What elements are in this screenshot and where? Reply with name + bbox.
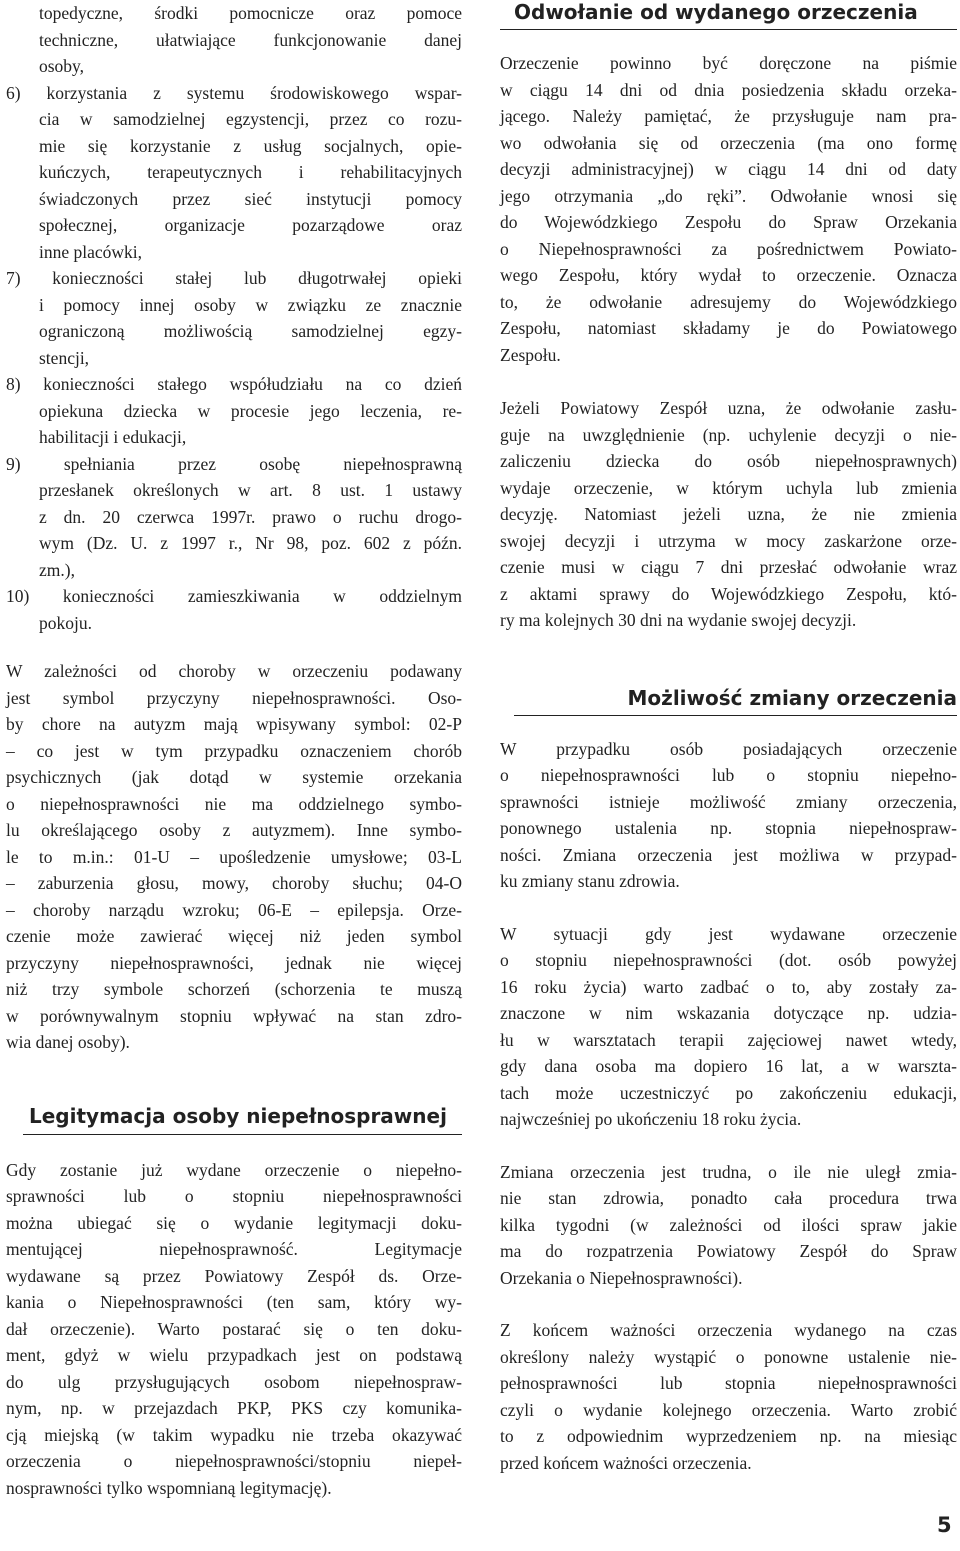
text-line: orzeczenia o niepełnosprawności/stopniu niepeł- [6, 1451, 462, 1471]
text-line: – choroby narządu wzroku; 06-E – epilepsja. Orze- [6, 899, 462, 920]
text-line: mie się korzystanie z usług socjalnych, opie- [39, 135, 462, 156]
text-line: kania o Niepełnosprawności (ten sam, który wy- [6, 1292, 462, 1312]
text-line: 16 roku życia) warto zadbać o to, aby zostały za- [500, 976, 957, 997]
text-line: inne placówki, [39, 241, 143, 262]
text-line: W przypadku osób posiadających orzeczenie [500, 738, 957, 759]
text-line: to, że odwołanie adresujemy do Wojewódzkiego [500, 291, 957, 312]
text-line: sprawności lub o stopniu niepełnosprawności [6, 1186, 462, 1206]
text-line: 9) spełniania przez osobę niepełnosprawną [6, 453, 462, 474]
text-line: zaliczeniu dziecka do osób niepełnosprawnych) [500, 451, 957, 471]
text-line: 10) konieczności zamieszkiwania w oddzielnym [6, 586, 462, 606]
text-line: le to m.in.: 01-U – upośledzenie umysłowe; 03-L [6, 846, 462, 867]
text-line: ograniczoną możliwością samodzielnej egzy- [39, 321, 462, 341]
text-line: topedyczne, środki pomocnicze oraz pomoce [39, 3, 462, 23]
symbol-paragraph [6, 658, 462, 1056]
criteria-list [6, 0, 462, 636]
text-line: świadczonych przez sieć instytucji pomocy [39, 188, 462, 209]
text-line: do ulg przysługujących osobom niepełnospraw- [6, 1371, 462, 1392]
text-line: Zespołu. [500, 344, 561, 365]
legitymacja-heading: Legitymacja osoby niepełnosprawnej [23, 1104, 462, 1135]
text-line: Zmiana orzeczenia jest trudna, o ile nie uległ zmia- [500, 1161, 957, 1182]
text-line: wydaje orzeczenie, w którym uchyla lub zmienia [500, 477, 957, 498]
zmiana-heading: Możliwość zmiany orzeczenia [514, 686, 957, 716]
text-line: jącego. Należy pamiętać, że przysługuje nam pra- [500, 106, 957, 126]
text-line: pokoju. [39, 612, 92, 633]
text-line: Zespołu, natomiast składamy je do Powiatowego [500, 318, 957, 338]
text-line: do Wojewódzkiego Zespołu do Spraw Orzekania [500, 212, 957, 232]
text-line: nie stan zdrowia, ponadto cała procedura trwa [500, 1188, 957, 1208]
text-line: Gdy zostanie już wydane orzeczenie o niepełno- [6, 1159, 462, 1180]
text-line: techniczne, ułatwiające funkcjonowanie danej [39, 29, 462, 50]
text-line: by chore na autyzm mają wpisywany symbol: 02-P [6, 714, 462, 734]
text-line: ponownego ustalenia np. stopnia niepełnospraw- [500, 818, 957, 838]
text-line: ry ma kolejnych 30 dni na wydanie swojej decyzji. [500, 610, 857, 630]
text-line: Z końcem ważności orzeczenia wydanego na czas [500, 1320, 957, 1340]
text-line: habilitacji i edukacji, [39, 427, 187, 447]
text-line: psychicznych (jak dotąd w systemie orzekania [6, 767, 462, 787]
text-line: stencji, [39, 347, 90, 368]
text-line: i pomocy innej osoby w związku ze znacznie [39, 294, 462, 315]
text-line: – co jest w tym przypadku oznaczeniem chorób [6, 740, 462, 761]
odwolanie-paragraph-2 [500, 395, 957, 634]
text-line: wym (Dz. U. z 1997 r., Nr 98, poz. 602 z późn. [39, 533, 462, 553]
text-line: wia danej osoby). [6, 1032, 130, 1052]
text-line: ment, gdyż w wielu przypadkach jest on podstawą [6, 1345, 462, 1365]
text-line: przesłanek określonych w art. 8 ust. 1 ustawy [39, 480, 462, 500]
text-line: nym, np. w przejazdach PKP, PKS czy komunika- [6, 1398, 462, 1418]
text-line: sprawności istnieje możliwość zmiany orzeczenia, [500, 791, 957, 812]
text-line: społecznej, organizacje pozarządowe oraz [39, 215, 462, 235]
text-line: z dn. 20 czerwca 1997r. prawo o ruchu drogo- [39, 506, 462, 527]
text-line: przyczyny niepełnosprawności, jednak nie więcej [6, 952, 462, 973]
text-line: ności. Zmiana orzeczenia jest możliwa w przypad- [500, 844, 957, 865]
text-line: z aktami sprawy do Wojewódzkiego Zespołu, któ- [500, 583, 957, 604]
legitymacja-paragraph [6, 1157, 462, 1502]
text-line: łu w warsztatach terapii zajęciowej nawet wtedy, [500, 1029, 957, 1050]
text-line: najwcześniej po ukończeniu 18 roku życia. [500, 1109, 802, 1129]
text-line: zm.), [39, 559, 75, 580]
text-line: Jeżeli Powiatowy Zespół uzna, że odwołanie zasłu- [500, 398, 957, 418]
text-line: znaczone w nim wskazania dotyczące np. udzia- [500, 1003, 957, 1023]
text-line: lu określającego osoby z autyzmem). Inne symbo- [6, 820, 462, 840]
text-line: jego otrzymania „do ręki”. Odwołanie wnosi się [500, 185, 957, 206]
text-line: ku zmiany stanu zdrowia. [500, 871, 680, 891]
zmiana-paragraph-3 [500, 1159, 957, 1292]
text-line: cją miejską (w takim wypadku nie trzeba okazywać [6, 1424, 462, 1445]
text-line: czyli o wydanie kolejnego orzeczenia. Warto zrobić [500, 1399, 957, 1420]
text-line: o niepełnosprawności nie ma oddzielnego symbo- [6, 793, 462, 814]
text-line: kuńczych, terapeutycznych i rehabilitacyjnych [39, 162, 462, 182]
zmiana-paragraph-1 [500, 736, 957, 895]
text-line: niż trzy symbole schorzeń (schorzenia te muszą [6, 979, 462, 999]
text-line: decyzję. Natomiast jeżeli uzna, że nie zmienia [500, 504, 957, 524]
text-line: wo odwołania się od orzeczenia (ma ono formę [500, 132, 957, 153]
text-line: wydawane są przez Powiatowy Zespół ds. Orze- [6, 1265, 462, 1286]
text-line: czenie może zawierać więcej niż jeden symbol [6, 926, 462, 946]
odwolanie-heading: Odwołanie od wydanego orzeczenia [500, 0, 957, 30]
text-line: określony należy wystąpić o ponowne ustalenie nie- [500, 1346, 957, 1367]
text-line: czenie musi w ciągu 7 dni przesłać odwołanie wraz [500, 557, 957, 577]
text-line: – zaburzenia głosu, mowy, choroby słuchu; 04-O [6, 873, 462, 893]
text-line: o stopniu niepełnosprawności (dot. osób powyżej [500, 950, 957, 970]
text-line: przed końcem ważności orzeczenia. [500, 1452, 752, 1473]
text-line: W zależności od choroby w orzeczeniu podawany [6, 661, 462, 681]
text-line: w porównywalnym stopniu wpływać na stan zdro- [6, 1005, 462, 1026]
left-column [6, 0, 462, 1501]
zmiana-paragraph-4 [500, 1317, 957, 1476]
text-line: jest symbol przyczyny niepełnosprawności. Oso- [6, 687, 462, 708]
odwolanie-paragraph-1 [500, 50, 957, 368]
text-line: 8) konieczności stałego współudziału na co dzień [6, 374, 462, 394]
text-line: tach może uczestniczyć po zakończeniu edukacji, [500, 1082, 957, 1103]
text-line: Orzekania o Niepełnosprawności). [500, 1267, 743, 1288]
text-line: można ubiegać się o wydanie legitymacji doku- [6, 1212, 462, 1233]
text-line: Orzeczenie powinno być doręczone na piśmie [500, 53, 957, 73]
text-line: dał orzeczenie). Warto postarać się o ten doku- [6, 1318, 462, 1339]
page-number: 5 [937, 1513, 952, 1537]
text-line: osoby, [39, 56, 85, 76]
text-line: 7) konieczności stałej lub długotrwałej opieki [6, 268, 462, 288]
text-line: opiekuna dziecka w procesie jego leczenia, re- [39, 400, 462, 421]
text-line: guje na uwzględnienie (np. uchylenie decyzji o nie- [500, 424, 957, 445]
text-line: ma do rozpatrzenia Powiatowy Zespół do Spraw [500, 1241, 957, 1261]
text-line: w ciągu 14 dni od dnia posiedzenia składu orzeka- [500, 79, 957, 100]
text-line: W sytuacji gdy jest wydawane orzeczenie [500, 923, 957, 944]
text-line: pełnosprawności lub stopnia niepełnosprawności [500, 1373, 957, 1393]
text-line: 6) korzystania z systemu środowiskowego wspar- [6, 82, 462, 103]
text-line: decyzji administracyjnej) w ciągu 14 dni od daty [500, 159, 957, 179]
text-line: o niepełnosprawności lub o stopniu niepełno- [500, 765, 957, 785]
text-line: swojej decyzji i utrzyma w mocy zaskarżone orze- [500, 530, 957, 551]
text-line: kilka tygodni (w zależności od ilości spraw jakie [500, 1214, 957, 1235]
text-line: wego Zespołu, który wydał to orzeczenie. Oznacza [500, 265, 957, 285]
text-line: to z odpowiednim wyprzedzeniem np. na miesiąc [500, 1426, 957, 1446]
text-line: nosprawności tylko wspomnianą legitymację). [6, 1477, 332, 1498]
zmiana-paragraph-2 [500, 921, 957, 1133]
text-line: o Niepełnosprawności za pośrednictwem Powiato- [500, 238, 957, 259]
text-line: mentującej niepełnosprawność. Legitymacje [6, 1239, 462, 1259]
text-line: cia w samodzielnej egzystencji, przez co rozu- [39, 109, 462, 129]
text-line: gdy dana osoba ma dopiero 16 lat, a w warszta- [500, 1056, 957, 1076]
right-column [500, 0, 957, 1476]
